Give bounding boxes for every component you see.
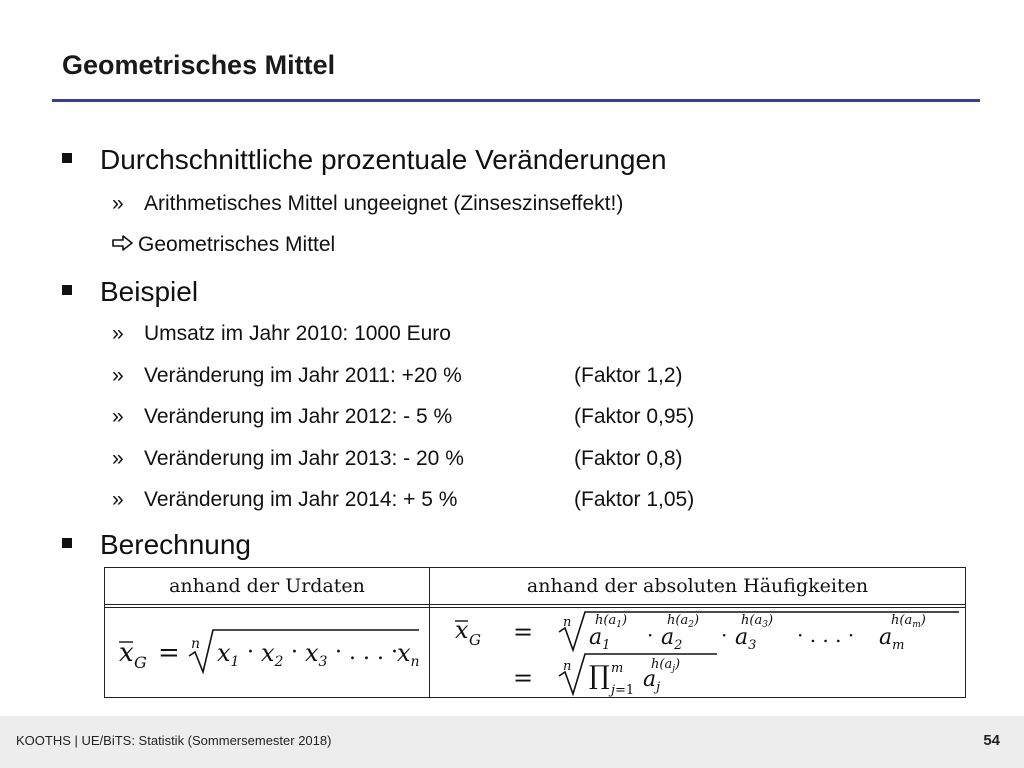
svg-text:m: m xyxy=(611,661,624,676)
svg-text:a2: $a_2$ xyxy=(661,625,683,653)
arrow-right-icon xyxy=(112,233,138,257)
svg-text:a1: $a_1$ xyxy=(589,625,611,653)
bullet-1 xyxy=(62,144,667,176)
table-divider-horizontal xyxy=(105,604,965,605)
chevron-marker: » xyxy=(112,364,124,387)
title-rule xyxy=(52,99,980,102)
svg-text:h(am): $h(a_m)$ xyxy=(891,613,926,630)
factor-2014: (Faktor 1,05) xyxy=(574,488,695,511)
square-bullet-icon xyxy=(62,285,72,295)
formula-table xyxy=(104,567,966,698)
chevron-marker: » xyxy=(112,488,124,511)
bullet-1-text: Durchschnittliche prozentuale Veränderungen xyxy=(100,144,667,175)
sub-bullet-1-1 xyxy=(112,192,623,216)
svg-text:n: n xyxy=(563,659,572,674)
sub-bullet-1-2-text: Geometrisches Mittel xyxy=(138,233,336,256)
sub-bullet-2-5-text: Veränderung im Jahr 2014: + 5 % xyxy=(144,488,458,511)
svg-text:· . . . ·: · . . . · xyxy=(797,623,855,647)
bullet-2-text: Beispiel xyxy=(100,276,199,307)
slide-title: Geometrisches Mittel xyxy=(62,50,336,80)
header-urdaten: anhand der Urdaten xyxy=(169,575,365,597)
sub-bullet-1-2 xyxy=(112,233,335,257)
svg-text:x3: $x_3$ xyxy=(305,639,328,670)
sub-bullet-2-5 xyxy=(112,488,695,512)
header-haeufigkeiten: anhand der absoluten Häufigkeiten xyxy=(526,575,869,597)
svg-text:∏: ∏ xyxy=(589,661,610,691)
bullet-3 xyxy=(62,529,251,561)
svg-text:x1: $x_1$ xyxy=(217,639,240,670)
svg-text:x2: $x_2$ xyxy=(261,639,284,670)
sub-bullet-2-1-text: Umsatz im Jahr 2010: 1000 Euro xyxy=(144,322,451,345)
svg-text:x: x xyxy=(455,616,469,644)
chevron-marker: » xyxy=(112,322,124,345)
svg-text:G: G xyxy=(469,631,481,649)
svg-text:h(a1): $h(a_1)$ xyxy=(595,613,628,630)
svg-text:=: = xyxy=(513,618,534,646)
factor-2012: (Faktor 0,95) xyxy=(574,405,695,428)
square-bullet-icon xyxy=(62,538,72,548)
formula-urdaten xyxy=(113,616,425,688)
table-divider-vertical xyxy=(429,568,430,697)
svg-text:xn: $x_n$ xyxy=(397,639,420,670)
footer-text: KOOTHS | UE/BiTS: Statistik (Sommersemester 2018) xyxy=(16,733,332,748)
sub-bullet-2-3-text: Veränderung im Jahr 2012: - 5 % xyxy=(144,405,453,428)
svg-text:a3: $a_3$ xyxy=(735,625,757,653)
svg-text:·: · xyxy=(291,640,298,665)
svg-text:x: x xyxy=(119,638,134,668)
sub-bullet-2-3 xyxy=(112,405,695,429)
svg-text:aj: $a_j$ xyxy=(643,667,661,695)
bullet-2 xyxy=(62,276,198,308)
svg-text:n: n xyxy=(563,615,572,630)
sub-bullet-1-1-text: Arithmetisches Mittel ungeeignet (Zinseszinseffekt!) xyxy=(144,192,624,215)
factor-2013: (Faktor 0,8) xyxy=(574,447,683,470)
svg-text:h(a3): $h(a_3)$ xyxy=(741,613,774,630)
sub-bullet-2-2 xyxy=(112,364,683,388)
page-number: 54 xyxy=(983,732,1000,749)
svg-text:·: · xyxy=(247,640,254,665)
svg-text:h(a2): $h(a_2)$ xyxy=(667,613,700,630)
sub-bullet-2-1 xyxy=(112,322,451,346)
chevron-marker: » xyxy=(112,447,124,470)
sub-bullet-2-4-text: Veränderung im Jahr 2013: - 20 % xyxy=(144,447,464,470)
chevron-marker: » xyxy=(112,192,124,215)
svg-text:=: = xyxy=(513,664,534,692)
svg-text:G: G xyxy=(134,653,147,672)
formula-haeufigkeiten xyxy=(435,608,963,698)
svg-text:am: $a_m$ xyxy=(879,625,905,653)
svg-text:=: = xyxy=(158,638,180,668)
bullet-3-text: Berechnung xyxy=(100,529,252,560)
square-bullet-icon xyxy=(62,153,72,163)
svg-text:h(aj): $h(a_j)$ xyxy=(651,657,681,674)
svg-text:·: · xyxy=(647,623,654,647)
sub-bullet-2-2-text: Veränderung im Jahr 2011: +20 % xyxy=(144,364,462,387)
svg-text:n: n xyxy=(191,636,201,652)
chevron-marker: » xyxy=(112,405,124,428)
svg-text:·: · xyxy=(721,623,728,647)
factor-2011: (Faktor 1,2) xyxy=(574,364,683,387)
svg-text:j=1: j=1 xyxy=(611,683,635,698)
sub-bullet-2-4 xyxy=(112,447,683,471)
svg-text:· . . . ·: · . . . · xyxy=(335,640,398,665)
